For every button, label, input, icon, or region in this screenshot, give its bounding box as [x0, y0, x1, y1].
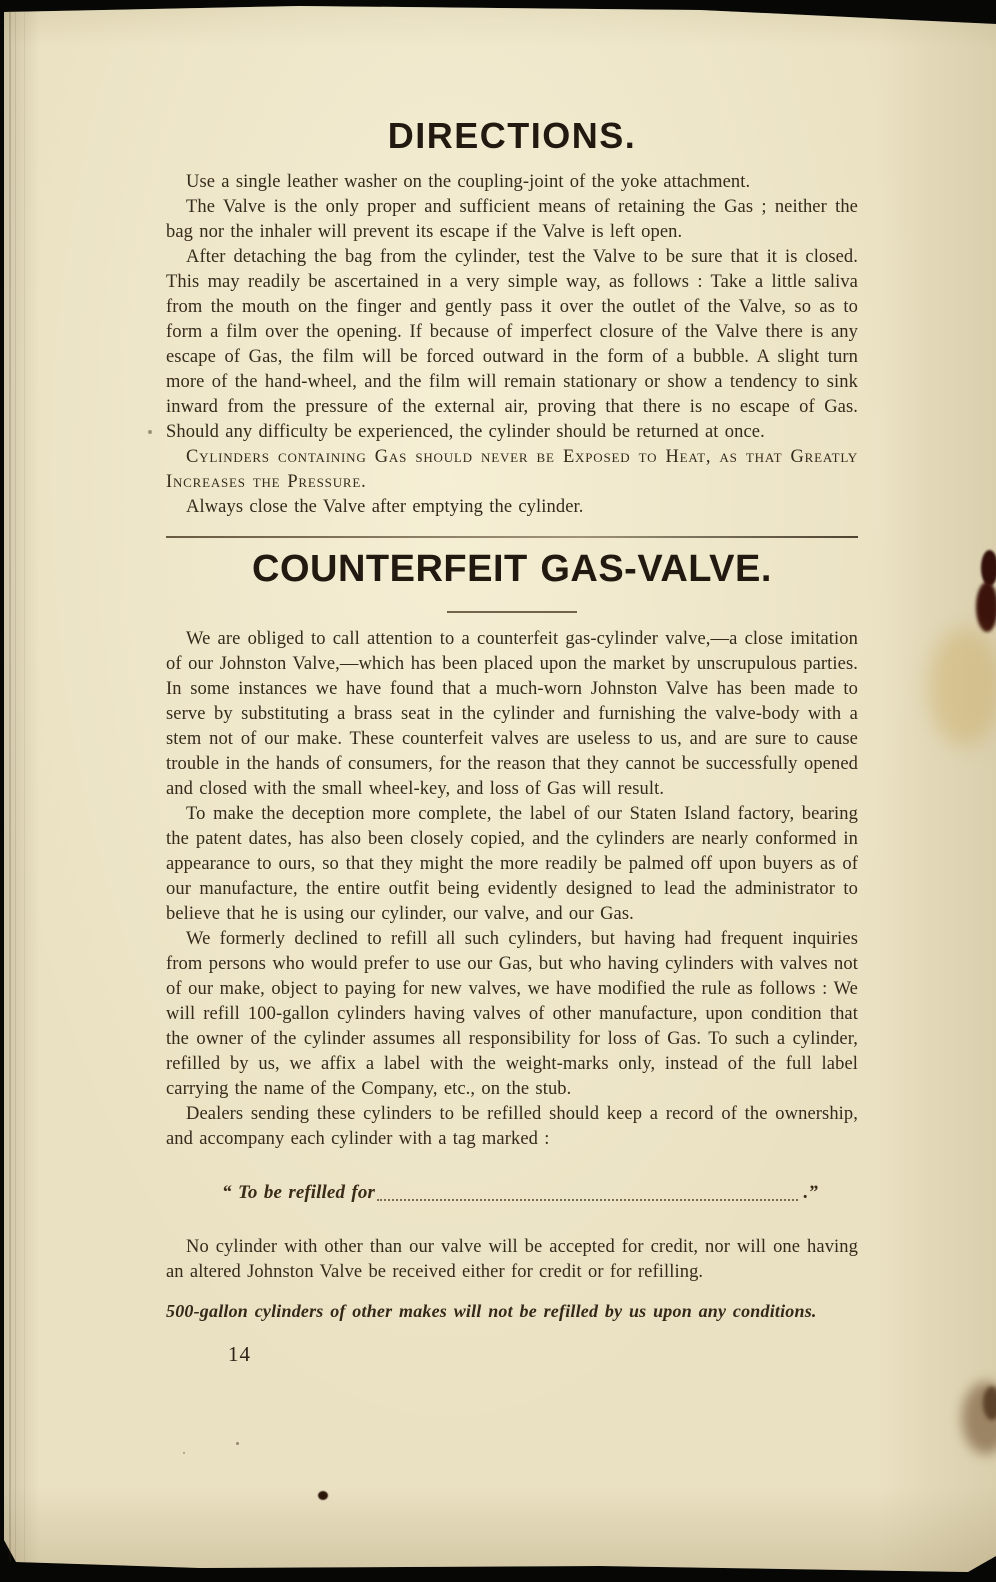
- section-title-directions: DIRECTIONS.: [387, 115, 637, 156]
- paper-speck: [148, 430, 152, 434]
- directions-paragraph: The Valve is the only proper and sufficient means of retaining the Gas ; neither the bag nor the inhaler will prevent its escape if the Valve is left open.: [166, 196, 858, 242]
- tan-stain: [928, 628, 996, 746]
- tag-line-prefix: “ To be refilled for: [222, 1181, 375, 1203]
- page-edge-crease: [9, 10, 11, 1562]
- counterfeit-paragraph: We formerly declined to refill all such cylinders, but having had frequent inquiries from persons who would prefer to use our Gas, but who having cylinders with valves not of our make, object to paying for new valves, we have modified the rule as follows : We will refill 100-gallon cylinders having valves of other manufacture, upon condition that the owner of the cylinder assumes all responsibility for loss of Gas. To such a cylinder, refilled by us, we affix a label with the weight-marks only, instead of the full label carrying the name of the Company, etc., on the stub.: [166, 928, 858, 1099]
- tag-line-suffix: .”: [803, 1181, 818, 1203]
- section-title-counterfeit: COUNTERFEIT GAS-VALVE.: [252, 547, 772, 590]
- closing-paragraph: No cylinder with other than our valve will be accepted for credit, nor will one having an altered Johnston Valve be received either for credit or for refilling.: [166, 1236, 858, 1282]
- counterfeit-paragraph: We are obliged to call attention to a counterfeit gas-cylinder valve,—a close imitation of our Johnston Valve,—which has been placed upon the market by unscrupulous parties. In some instances we have found that a much-worn Johnston Valve has been made to serve by substituting a brass seat in the cylinder and furnishing the valve-body with a stem not of our make. These counterfeit valves are useless to us, and are sure to cause trouble in the hands of consumers, for the reason that they cannot be successfully opened and closed with the small wheel-key, and loss of Gas will result.: [166, 628, 858, 799]
- footnote-500-gallon: 500-gallon cylinders of other makes will not be refilled by us upon any conditions.: [166, 1300, 817, 1321]
- directions-paragraph: Always close the Valve after emptying the cylinder.: [186, 496, 584, 517]
- refill-tag-line: [166, 1180, 858, 1205]
- corner-smudge-stain: [983, 1386, 996, 1420]
- dotted-fill-line: [377, 1199, 798, 1201]
- ink-dot-stain: [318, 1491, 328, 1500]
- section-divider-rule: [166, 536, 858, 538]
- directions-paragraph: After detaching the bag from the cylinder, test the Valve to be sure that it is closed. This may readily be ascertained in a very simple way, as follows : Take a little saliva from the mouth on the finger and gently pass it over the outlet of the Valve, so as to form a film over the opening. If because of imperfect closure of the Valve there is any escape of Gas, the film will be forced outward in the form of a bubble. A slight turn more of the hand-wheel, and the film will remain stationary or show a tendency to sink inward from the pressure of the external air, proving that there is no escape of Gas. Should any difficulty be experienced, the cylinder should be returned at once.: [166, 246, 858, 442]
- heading-underline-rule: [447, 611, 577, 613]
- closing-block: [166, 1235, 858, 1285]
- wax-stain: [976, 582, 996, 632]
- directions-paragraph: Use a single leather washer on the coupling-joint of the yoke attachment.: [186, 171, 751, 192]
- counterfeit-body: [166, 627, 858, 1152]
- page-edge-crease: [24, 10, 25, 1562]
- counterfeit-paragraph: Dealers sending these cylinders to be refilled should keep a record of the ownership, and accompany each cylinder with a tag marked :: [166, 1103, 858, 1149]
- page-number: 14: [228, 1341, 251, 1366]
- counterfeit-paragraph: To make the deception more complete, the label of our Staten Island factory, bearing the patent dates, has also been closely copied, and the cylinders are nearly conformed in appearance to ours, so that they might the more readily be palmed off upon buyers as of our manufacture, the entire outfit being evidently designed to lead the administrator to believe that he is using our cylinder, our valve, and our Gas.: [166, 803, 858, 924]
- paper-speck: [236, 1442, 239, 1445]
- page-edge-crease: [15, 10, 16, 1562]
- directions-body: [166, 170, 858, 520]
- heat-caution-small-caps: Cylinders containing Gas should never be Exposed to Heat, as that Greatly Increases the Pressure.: [166, 446, 858, 492]
- wax-stain: [981, 550, 996, 586]
- paper-speck: [183, 1452, 185, 1454]
- page-content: [166, 0, 858, 1367]
